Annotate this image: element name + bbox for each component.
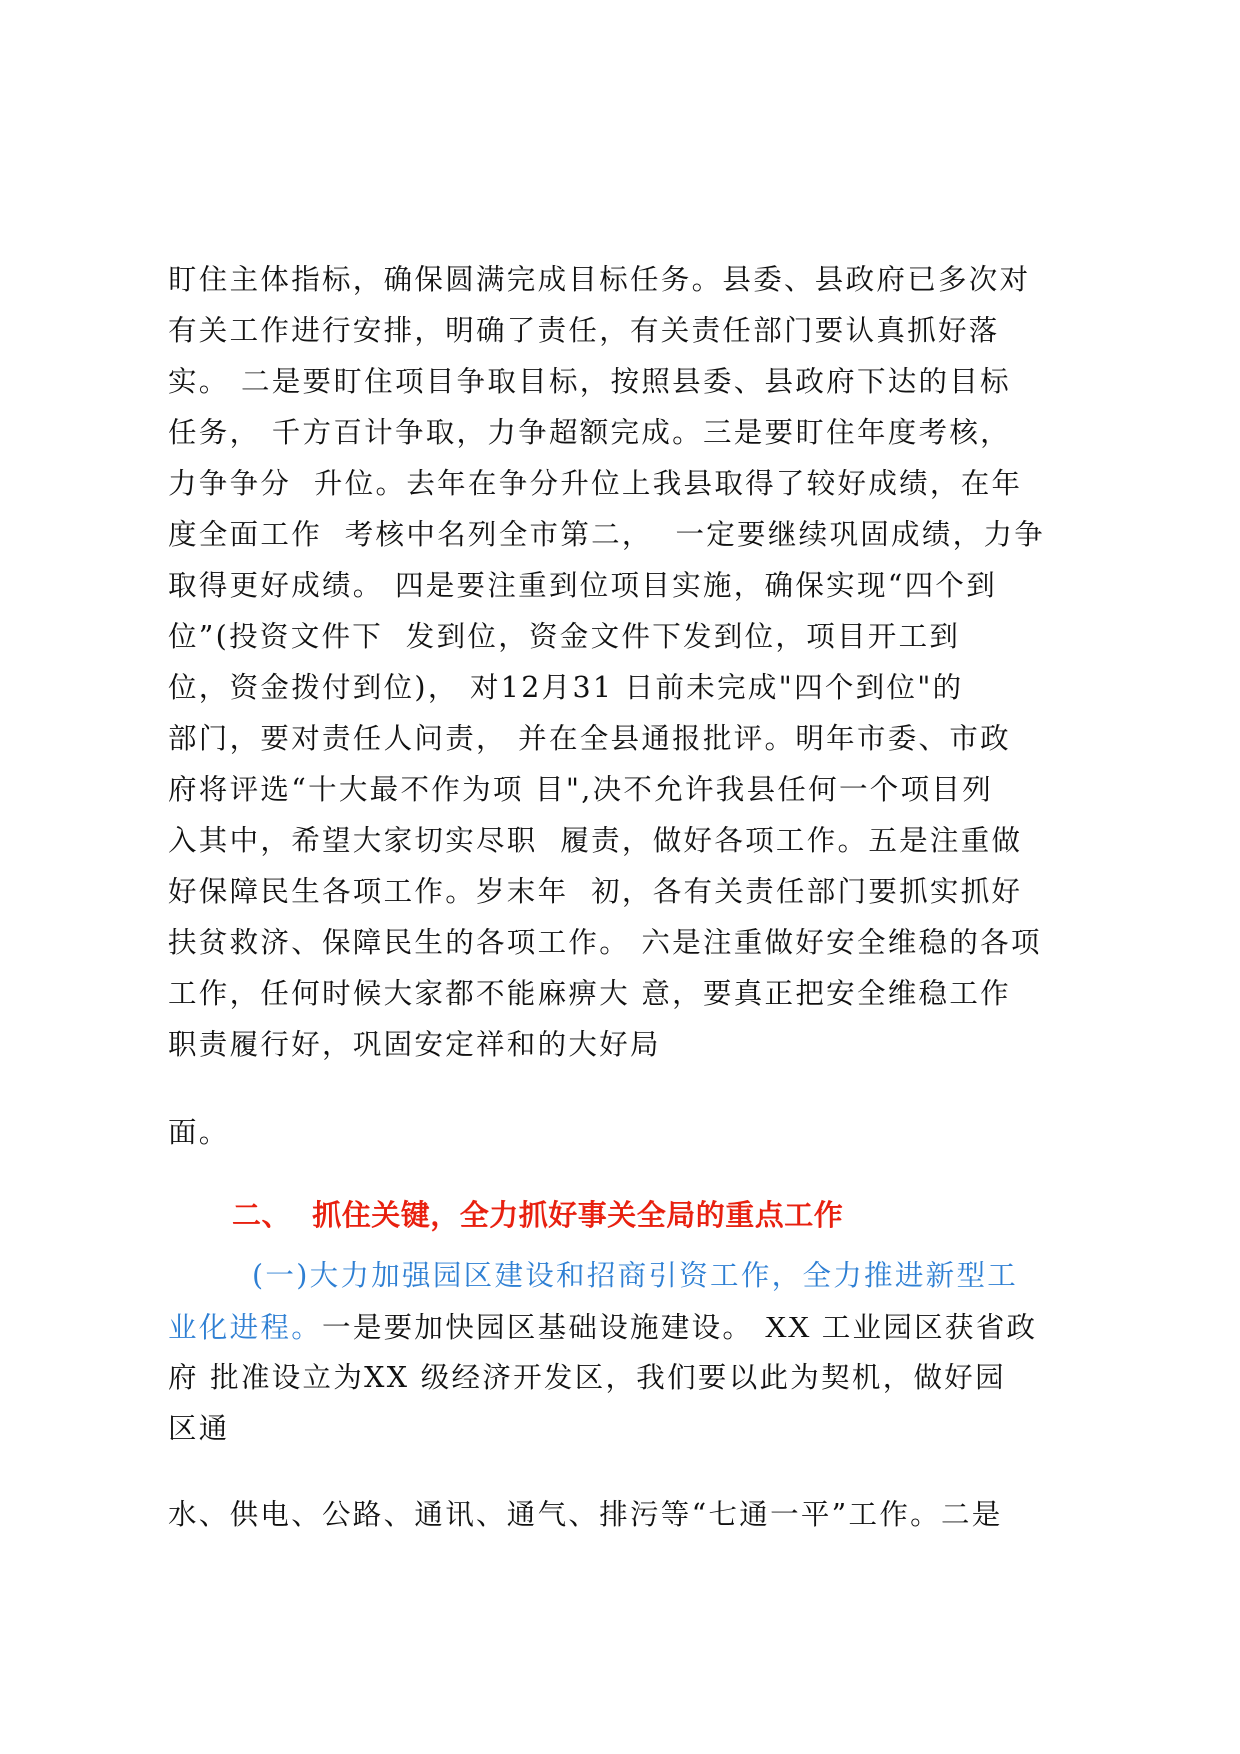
body-text-line: 位”(投资文件下 发到位，资金文件下发到位，项目开工到	[168, 620, 961, 653]
body-text-line: 有关工作进行安排，明确了责任，有关责任部门要认真抓好落	[168, 314, 1000, 347]
body-text-line: 盯住主体指标，确保圆满完成目标任务。县委、县政府已多次对	[168, 263, 1031, 296]
subsection-title-end: 业化进程。	[168, 1311, 323, 1344]
body-text-line: 取得更好成绩。 四是要注重到位项目实施，确保实现“四个到	[168, 569, 998, 602]
body-text-line: 区通	[168, 1412, 230, 1445]
body-text-line: 扶贫救济、保障民生的各项工作。 六是注重做好安全维稳的各项	[168, 926, 1042, 959]
body-text-line: 工作，任何时候大家都不能麻痹大 意，要真正把安全维稳工作	[168, 977, 1011, 1010]
body-text-line: 府 批准设立为XX 级经济开发区，我们要以此为契机，做好园	[168, 1361, 1006, 1394]
body-text-line: 面。	[168, 1116, 230, 1149]
subsection-title: (一)大力加强园区建设和招商引资工作，全力推进新型工	[252, 1259, 1019, 1292]
body-text-line: 力争争分 升位。去年在争分升位上我县取得了较好成绩，在年	[168, 467, 1023, 500]
placeholder-xx: XX	[764, 1309, 811, 1344]
body-text-line: 入其中，希望大家切实尽职 履责，做好各项工作。五是注重做	[168, 824, 1023, 857]
body-text-span: 工业园区获省政	[810, 1311, 1038, 1344]
body-text-span: 一是要加快园区基础设施建设。	[322, 1311, 765, 1344]
body-text-line: 水、供电、公路、通讯、通气、排污等“七通一平”工作。二是	[168, 1498, 1003, 1531]
body-text-line: 度全面工作 考核中名列全市第二， 一定要继续巩固成绩，力争	[168, 518, 1046, 551]
body-text-line: 位，资金拨付到位)， 对12月31 日前未完成"四个到位"的	[168, 671, 964, 704]
body-text-line: 部门，要对责任人问责， 并在全县通报批评。明年市委、市政	[168, 722, 1011, 755]
body-text-line: 好保障民生各项工作。岁末年 初，各有关责任部门要抓实抓好	[168, 875, 1023, 908]
body-text-line: 职责履行好，巩固安定祥和的大好局	[168, 1028, 661, 1061]
body-text-line: 府将评选“十大最不作为项 目",决不允许我县任何一个项目列	[168, 773, 993, 806]
section-heading: 二、 抓住关键，全力抓好事关全局的重点工作	[232, 1198, 844, 1232]
body-text-line: 实。 二是要盯住项目争取目标，按照县委、县政府下达的目标	[168, 365, 1011, 398]
body-text-line	[168, 1309, 1037, 1346]
body-text-line: 任务， 千方百计争取，力争超额完成。三是要盯住年度考核，	[168, 416, 1011, 449]
